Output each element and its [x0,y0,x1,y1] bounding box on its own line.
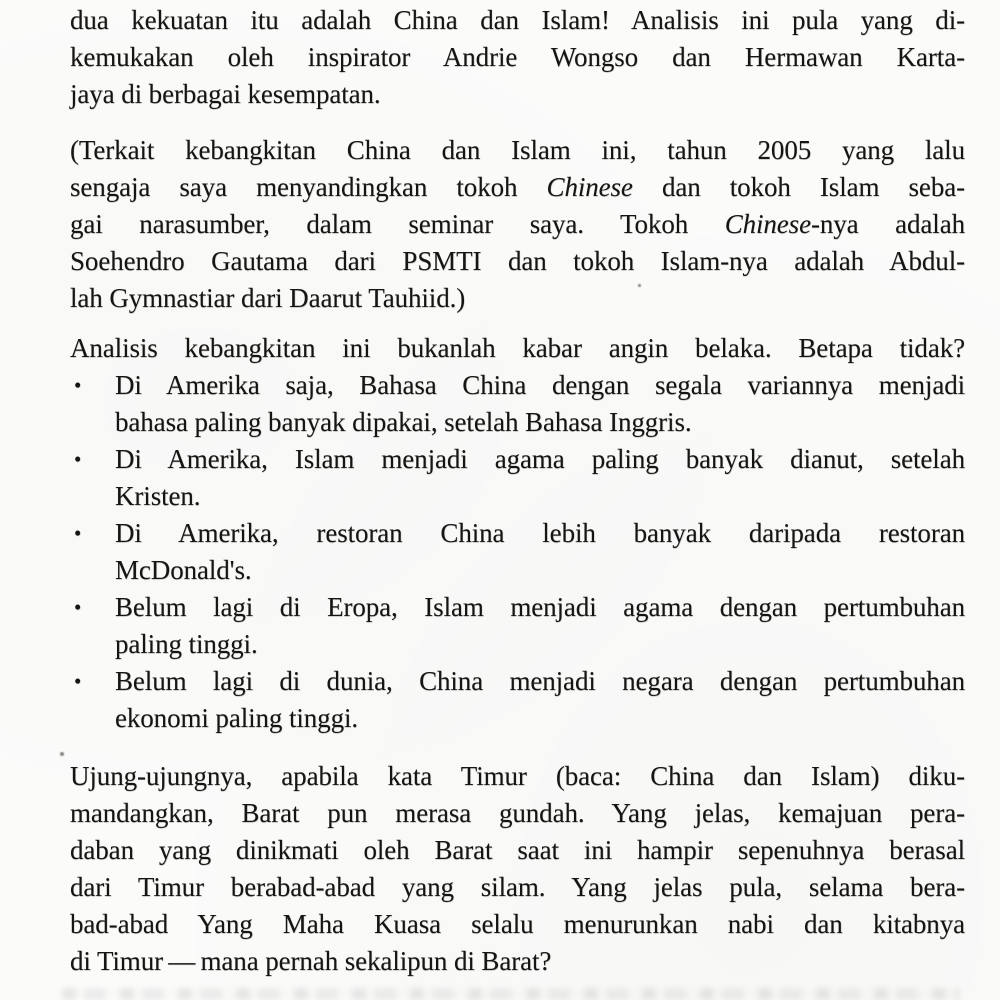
text-line: lah Gymnastiar dari Daarut Tauhiid.) [70,283,466,313]
list-item [70,515,965,589]
bullet-icon: • [74,447,82,471]
text-line: Belum lagi di dunia, China menjadi negara dengan pertumbuhan [115,666,965,696]
text-line: kemukakan oleh inspirator Andrie Wongso dan Hermawan Karta- [70,42,965,72]
list-intro-line: Analisis kebangkitan ini bukanlah kabar angin belaka. Betapa tidak? [70,333,965,363]
bullet-icon: • [74,521,82,545]
list-item-text [115,589,965,663]
text-line: dari Timur berabad-abad yang silam. Yang jelas pula, selama bera- [70,872,965,902]
text-line: Belum lagi di Eropa, Islam menjadi agama dengan pertumbuhan [115,592,965,622]
italic-term: Chinese [724,209,811,239]
list-item-text [115,367,965,441]
italic-term: Chinese [546,172,633,202]
list-item [70,663,965,737]
list-item [70,367,965,441]
text-line: Di Amerika saja, Bahasa China dengan segala variannya menjadi [115,370,965,400]
text-line: (Terkait kebangkitan China dan Islam ini, tahun 2005 yang lalu [70,135,965,165]
text-line [70,169,965,206]
text-line: jaya di berbagai kesempatan. [70,79,381,109]
scan-speck [638,284,641,287]
text-line: di Timur — mana pernah sekalipun di Barat? [70,946,552,976]
text-line: paling tinggi. [115,629,258,659]
paragraph-continuation [70,2,965,113]
text-line [70,206,965,243]
text-line: Di Amerika, Islam menjadi agama paling banyak dianut, setelah [115,444,965,474]
cutoff-next-line [62,988,960,1000]
text-line: bahasa paling banyak dipakai, setelah Bahasa Inggris. [115,407,692,437]
text-segment: dan tokoh Islam seba- [632,172,965,202]
list-item-text [115,441,965,515]
list-item [70,441,965,515]
text-line: mandangkan, Barat pun merasa gundah. Yang jelas, kemajuan pera- [70,798,965,828]
bullet-icon: • [74,669,82,693]
text-segment: -nya adalah [810,209,965,239]
text-line: McDonald's. [115,555,252,585]
scan-speck [60,752,64,756]
paragraph-parenthetical [70,132,965,317]
text-line: Di Amerika, restoran China lebih banyak daripada restoran [115,518,965,548]
list-item [70,589,965,663]
text-line: ekonomi paling tinggi. [115,703,359,733]
text-segment: gai narasumber, dalam seminar saya. Tokoh [70,209,725,239]
bullet-icon: • [74,595,82,619]
text-line: bad-abad Yang Maha Kuasa selalu menurunkan nabi dan kitabnya [70,909,965,939]
list-item-text [115,515,965,589]
paragraph-analysis-list [70,330,965,737]
text-line: Soehendro Gautama dari PSMTI dan tokoh Islam-nya adalah Abdul- [70,246,965,276]
list-item-text [115,663,965,737]
text-line: daban yang dinikmati oleh Barat saat ini hampir sepenuhnya berasal [70,835,965,865]
text-line: Ujung-ujungnya, apabila kata Timur (baca: China dan Islam) diku- [70,761,965,791]
paragraph-conclusion [70,758,965,980]
text-segment: sengaja saya menyandingkan tokoh [70,172,547,202]
bullet-icon: • [74,373,82,397]
text-line: Kristen. [115,481,201,511]
text-line: dua kekuatan itu adalah China dan Islam! Analisis ini pula yang di- [70,5,965,35]
